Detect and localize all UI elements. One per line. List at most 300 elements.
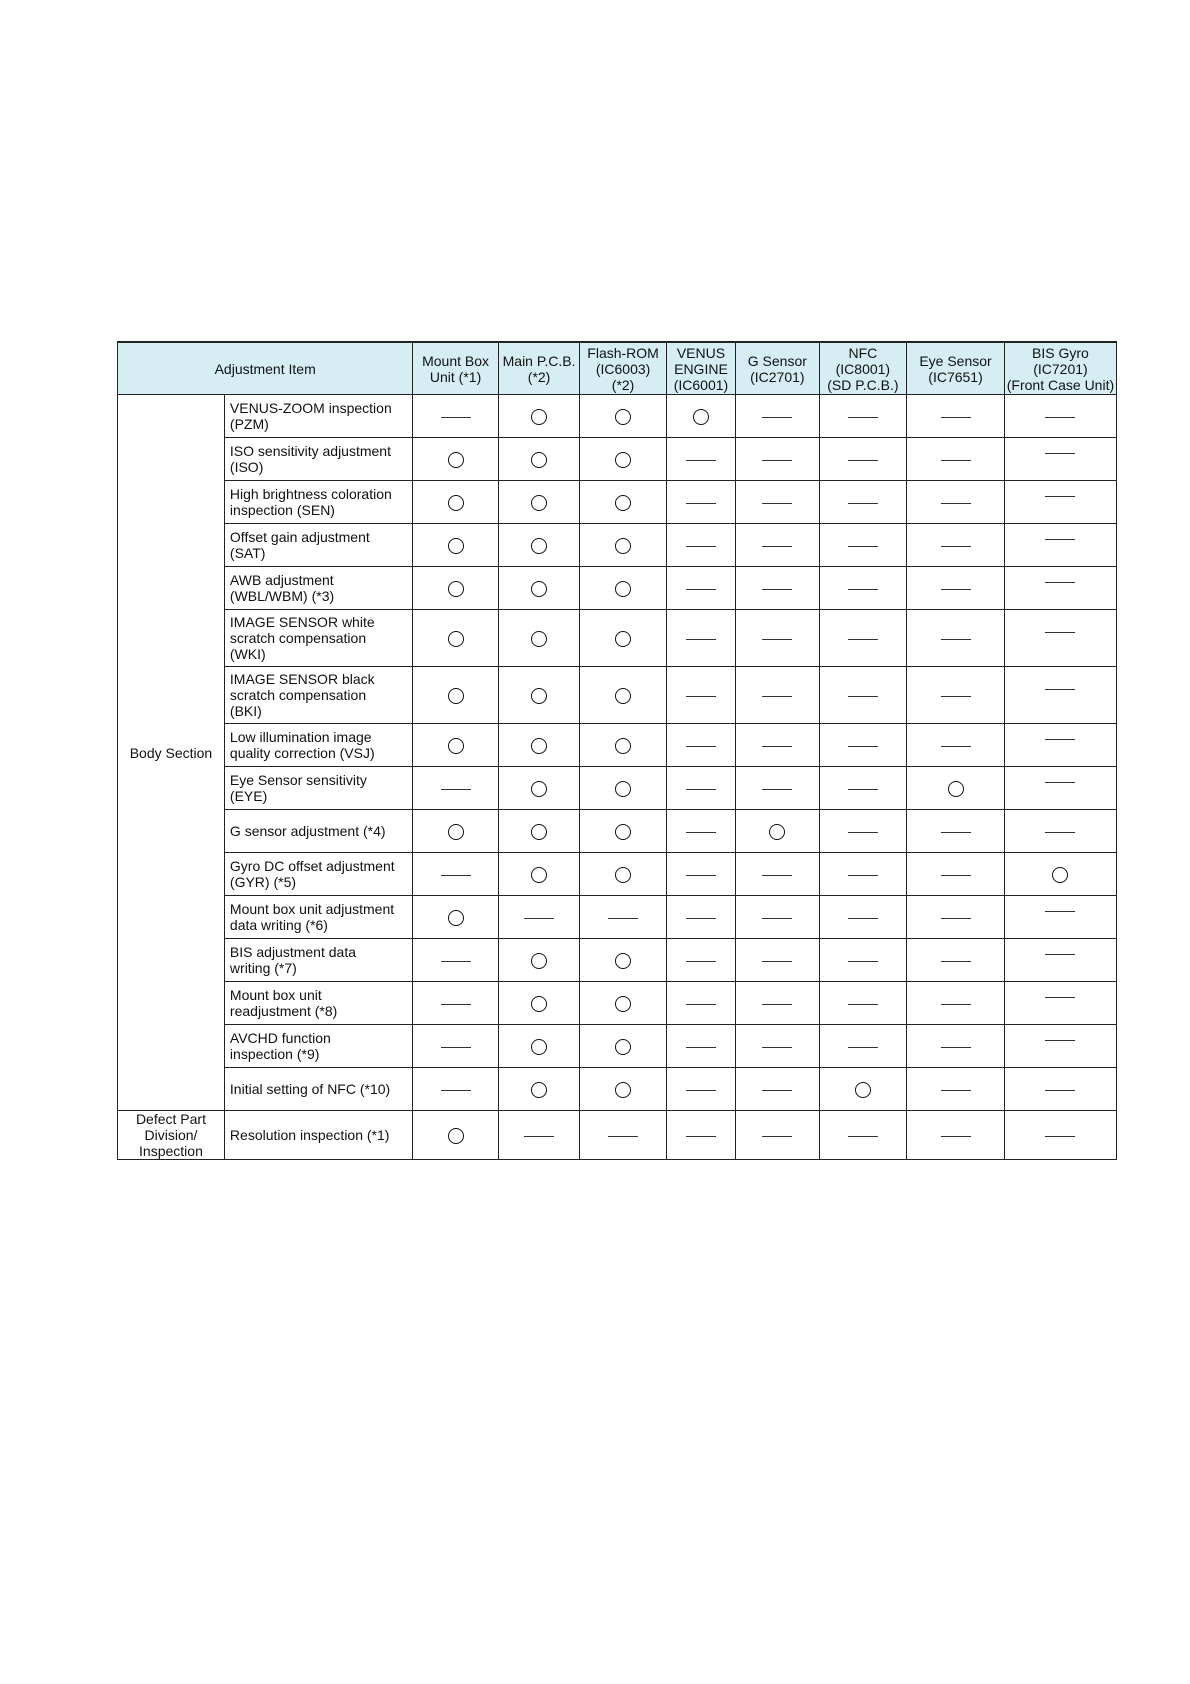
dash-mark-icon: [1045, 832, 1075, 833]
dash-mark-icon: [441, 1047, 471, 1048]
applicable-cell: [498, 724, 579, 767]
dash-mark-icon: [762, 746, 792, 747]
dash-mark-icon: [848, 875, 878, 876]
adjustment-item-cell: [224, 767, 412, 810]
not-applicable-cell: [666, 438, 735, 481]
text-line: BIS adjustment data: [229, 944, 356, 960]
applicable-cell: [580, 438, 667, 481]
not-applicable-cell: [736, 896, 820, 939]
text-line: (*2): [527, 368, 551, 385]
not-applicable-cell: [819, 610, 907, 667]
applicable-cell: [413, 481, 499, 524]
dash-mark-icon: [941, 503, 971, 504]
not-applicable-cell: [819, 667, 907, 724]
not-applicable-cell: [666, 610, 735, 667]
dash-mark-icon: [1045, 496, 1075, 497]
adjustment-item-cell: [224, 724, 412, 767]
text-line: ISO sensitivity adjustment: [229, 443, 391, 459]
applicable-cell: [413, 1111, 499, 1160]
applicable-cell: [498, 567, 579, 610]
circle-mark-icon: [769, 824, 785, 840]
not-applicable-cell: [736, 853, 820, 896]
circle-mark-icon: [531, 688, 547, 704]
applicable-cell: [580, 1025, 667, 1068]
applicable-cell: [666, 395, 735, 438]
not-applicable-cell: [1004, 667, 1116, 724]
applicable-cell: [498, 982, 579, 1025]
not-applicable-cell: [1004, 610, 1116, 667]
text-line: Low illumination image: [229, 729, 372, 745]
dash-mark-icon: [686, 1047, 716, 1048]
applicable-cell: [1004, 853, 1116, 896]
not-applicable-cell: [1004, 982, 1116, 1025]
applicable-cell: [498, 767, 579, 810]
dash-mark-icon: [848, 961, 878, 962]
text-line: scratch compensation: [229, 630, 367, 646]
not-applicable-cell: [907, 810, 1005, 853]
circle-mark-icon: [531, 1082, 547, 1098]
text-line: AWB adjustment: [229, 572, 334, 588]
text-line: VENUS: [676, 344, 726, 361]
dash-mark-icon: [686, 460, 716, 461]
applicable-cell: [413, 724, 499, 767]
table-row: [118, 939, 1117, 982]
circle-mark-icon: [615, 1039, 631, 1055]
text-line: Flash-ROM: [587, 344, 659, 361]
circle-mark-icon: [1052, 867, 1068, 883]
not-applicable-cell: [666, 1025, 735, 1068]
not-applicable-cell: [907, 395, 1005, 438]
text-line: Defect Part: [135, 1111, 206, 1127]
not-applicable-cell: [413, 767, 499, 810]
not-applicable-cell: [1004, 767, 1116, 810]
dash-mark-icon: [762, 875, 792, 876]
text-line: data writing (*6): [229, 917, 328, 933]
dash-mark-icon: [848, 1136, 878, 1137]
text-line: (*2): [611, 376, 635, 393]
applicable-cell: [498, 810, 579, 853]
circle-mark-icon: [531, 409, 547, 425]
dash-mark-icon: [941, 417, 971, 418]
text-line: inspection (*9): [229, 1046, 320, 1062]
text-line: Mount box unit: [229, 987, 322, 1003]
applicable-cell: [819, 1068, 907, 1111]
not-applicable-cell: [819, 896, 907, 939]
text-line: (IC7201): [1033, 360, 1088, 377]
not-applicable-cell: [907, 667, 1005, 724]
text-line: G Sensor: [747, 352, 807, 369]
not-applicable-cell: [819, 853, 907, 896]
text-line: (IC6001): [673, 376, 729, 393]
text-line: Body Section: [129, 744, 213, 761]
not-applicable-cell: [666, 481, 735, 524]
dash-mark-icon: [848, 639, 878, 640]
not-applicable-cell: [819, 395, 907, 438]
applicable-cell: [580, 395, 667, 438]
table-row: [118, 810, 1117, 853]
not-applicable-cell: [1004, 1025, 1116, 1068]
not-applicable-cell: [1004, 724, 1116, 767]
dash-mark-icon: [608, 918, 638, 919]
text-line: Mount box unit adjustment: [229, 901, 395, 917]
not-applicable-cell: [736, 438, 820, 481]
text-line: (SAT): [229, 545, 266, 561]
circle-mark-icon: [531, 538, 547, 554]
not-applicable-cell: [819, 810, 907, 853]
not-applicable-cell: [666, 567, 735, 610]
not-applicable-cell: [1004, 481, 1116, 524]
table-row: [118, 667, 1117, 724]
circle-mark-icon: [448, 631, 464, 647]
circle-mark-icon: [615, 409, 631, 425]
adjustment-item-cell: [224, 1025, 412, 1068]
not-applicable-cell: [736, 939, 820, 982]
dash-mark-icon: [1045, 997, 1075, 998]
not-applicable-cell: [666, 724, 735, 767]
not-applicable-cell: [907, 1111, 1005, 1160]
not-applicable-cell: [819, 767, 907, 810]
not-applicable-cell: [666, 1111, 735, 1160]
dash-mark-icon: [686, 1004, 716, 1005]
circle-mark-icon: [531, 781, 547, 797]
adjustment-item-cell: [224, 567, 412, 610]
dash-mark-icon: [1045, 1040, 1075, 1041]
dash-mark-icon: [441, 961, 471, 962]
section-label: [118, 1111, 225, 1160]
table-row: [118, 1111, 1117, 1160]
circle-mark-icon: [531, 581, 547, 597]
table-row: [118, 524, 1117, 567]
not-applicable-cell: [819, 1111, 907, 1160]
circle-mark-icon: [448, 688, 464, 704]
applicable-cell: [413, 896, 499, 939]
table-body: [118, 395, 1117, 1160]
text-line: IMAGE SENSOR black: [229, 671, 375, 687]
text-line: NFC: [848, 344, 878, 361]
adjustment-item-cell: [224, 939, 412, 982]
text-line: Inspection: [139, 1143, 203, 1159]
dash-mark-icon: [941, 546, 971, 547]
not-applicable-cell: [666, 939, 735, 982]
adjustment-item-cell: [224, 395, 412, 438]
text-line: (EYE): [229, 788, 268, 804]
table-row: [118, 610, 1117, 667]
dash-mark-icon: [1045, 417, 1075, 418]
not-applicable-cell: [1004, 1068, 1116, 1111]
circle-mark-icon: [448, 495, 464, 511]
table-row: [118, 1025, 1117, 1068]
dash-mark-icon: [1045, 453, 1075, 454]
applicable-cell: [907, 767, 1005, 810]
dash-mark-icon: [941, 961, 971, 962]
text-line: AVCHD function: [229, 1030, 331, 1046]
dash-mark-icon: [848, 789, 878, 790]
not-applicable-cell: [666, 767, 735, 810]
text-line: (ISO): [229, 459, 264, 475]
not-applicable-cell: [580, 896, 667, 939]
dash-mark-icon: [686, 639, 716, 640]
dash-mark-icon: [1045, 782, 1075, 783]
circle-mark-icon: [448, 738, 464, 754]
dash-mark-icon: [848, 696, 878, 697]
not-applicable-cell: [1004, 567, 1116, 610]
not-applicable-cell: [580, 1111, 667, 1160]
applicable-cell: [498, 853, 579, 896]
not-applicable-cell: [819, 1025, 907, 1068]
section-label: [118, 395, 225, 1111]
dash-mark-icon: [762, 503, 792, 504]
applicable-cell: [736, 810, 820, 853]
circle-mark-icon: [448, 538, 464, 554]
dash-mark-icon: [686, 1136, 716, 1137]
text-line: BIS Gyro: [1032, 344, 1089, 361]
circle-mark-icon: [615, 953, 631, 969]
dash-mark-icon: [686, 1090, 716, 1091]
adjustment-item-cell: [224, 524, 412, 567]
applicable-cell: [498, 438, 579, 481]
dash-mark-icon: [524, 1136, 554, 1137]
dash-mark-icon: [941, 918, 971, 919]
dash-mark-icon: [762, 1047, 792, 1048]
applicable-cell: [498, 1025, 579, 1068]
circle-mark-icon: [531, 495, 547, 511]
not-applicable-cell: [1004, 939, 1116, 982]
not-applicable-cell: [498, 896, 579, 939]
dash-mark-icon: [941, 832, 971, 833]
text-line: inspection (SEN): [229, 502, 335, 518]
not-applicable-cell: [736, 1025, 820, 1068]
circle-mark-icon: [615, 867, 631, 883]
adjustment-item-cell: [224, 982, 412, 1025]
applicable-cell: [580, 939, 667, 982]
circle-mark-icon: [448, 1128, 464, 1144]
applicable-cell: [413, 524, 499, 567]
not-applicable-cell: [736, 481, 820, 524]
dash-mark-icon: [608, 1136, 638, 1137]
text-line: High brightness coloration: [229, 486, 392, 502]
not-applicable-cell: [666, 982, 735, 1025]
text-line: Resolution inspection (*1): [229, 1127, 390, 1143]
circle-mark-icon: [615, 495, 631, 511]
header-row: [118, 342, 1117, 395]
applicable-cell: [498, 524, 579, 567]
mount-box-unit-header: [413, 342, 499, 395]
applicable-cell: [498, 481, 579, 524]
not-applicable-cell: [736, 667, 820, 724]
not-applicable-cell: [819, 724, 907, 767]
circle-mark-icon: [531, 1039, 547, 1055]
venus-engine-header: [666, 342, 735, 395]
circle-mark-icon: [615, 824, 631, 840]
dash-mark-icon: [762, 460, 792, 461]
dash-mark-icon: [941, 589, 971, 590]
text-line: (IC8001): [835, 360, 891, 377]
text-line: (WKI): [229, 646, 266, 662]
not-applicable-cell: [1004, 524, 1116, 567]
adjustment-item-cell: [224, 1068, 412, 1111]
dash-mark-icon: [762, 589, 792, 590]
text-line: (BKI): [229, 703, 262, 719]
circle-mark-icon: [531, 953, 547, 969]
adjustment-item-cell: [224, 438, 412, 481]
applicable-cell: [413, 667, 499, 724]
not-applicable-cell: [736, 524, 820, 567]
not-applicable-cell: [819, 982, 907, 1025]
not-applicable-cell: [819, 939, 907, 982]
dash-mark-icon: [1045, 1090, 1075, 1091]
text-line: (IC7651): [928, 368, 983, 385]
dash-mark-icon: [848, 832, 878, 833]
not-applicable-cell: [907, 481, 1005, 524]
adjustment-item-cell: [224, 896, 412, 939]
not-applicable-cell: [736, 767, 820, 810]
not-applicable-cell: [819, 567, 907, 610]
text-line: Division/: [144, 1127, 198, 1143]
table-row: [118, 1068, 1117, 1111]
dash-mark-icon: [1045, 739, 1075, 740]
not-applicable-cell: [666, 810, 735, 853]
dash-mark-icon: [848, 546, 878, 547]
text-line: (GYR) (*5): [229, 874, 297, 890]
not-applicable-cell: [666, 524, 735, 567]
text-line: (WBL/WBM) (*3): [229, 588, 335, 604]
not-applicable-cell: [907, 567, 1005, 610]
dash-mark-icon: [941, 875, 971, 876]
table-row: [118, 481, 1117, 524]
not-applicable-cell: [736, 567, 820, 610]
not-applicable-cell: [1004, 896, 1116, 939]
circle-mark-icon: [693, 409, 709, 425]
not-applicable-cell: [413, 939, 499, 982]
adjustment-item-cell: [224, 1111, 412, 1160]
table-row: [118, 567, 1117, 610]
dash-mark-icon: [762, 639, 792, 640]
text-line: scratch compensation: [229, 687, 367, 703]
not-applicable-cell: [666, 1068, 735, 1111]
circle-mark-icon: [448, 452, 464, 468]
text-line: Gyro DC offset adjustment: [229, 858, 395, 874]
adjustment-item-cell: [224, 667, 412, 724]
main-pcb-header: [498, 342, 579, 395]
text-line: VENUS-ZOOM inspection: [229, 400, 392, 416]
circle-mark-icon: [615, 581, 631, 597]
not-applicable-cell: [907, 610, 1005, 667]
dash-mark-icon: [686, 546, 716, 547]
text-line: quality correction (VSJ): [229, 745, 375, 761]
text-line: Offset gain adjustment: [229, 529, 370, 545]
circle-mark-icon: [448, 910, 464, 926]
table-row: [118, 438, 1117, 481]
dash-mark-icon: [848, 918, 878, 919]
dash-mark-icon: [686, 696, 716, 697]
applicable-cell: [498, 1068, 579, 1111]
adjustment-item-cell: [224, 853, 412, 896]
dash-mark-icon: [762, 1090, 792, 1091]
not-applicable-cell: [413, 1025, 499, 1068]
dash-mark-icon: [941, 1047, 971, 1048]
not-applicable-cell: [736, 610, 820, 667]
not-applicable-cell: [1004, 810, 1116, 853]
applicable-cell: [413, 610, 499, 667]
flash-rom-header: [580, 342, 667, 395]
applicable-cell: [580, 724, 667, 767]
dash-mark-icon: [441, 789, 471, 790]
circle-mark-icon: [448, 824, 464, 840]
dash-mark-icon: [686, 746, 716, 747]
text-line: writing (*7): [229, 960, 297, 976]
dash-mark-icon: [1045, 954, 1075, 955]
circle-mark-icon: [615, 631, 631, 647]
adjustment-table: [117, 341, 1117, 1160]
applicable-cell: [498, 395, 579, 438]
circle-mark-icon: [615, 1082, 631, 1098]
applicable-cell: [580, 610, 667, 667]
applicable-cell: [580, 853, 667, 896]
not-applicable-cell: [907, 853, 1005, 896]
text-line: Initial setting of NFC (*10): [229, 1081, 391, 1097]
circle-mark-icon: [615, 538, 631, 554]
not-applicable-cell: [819, 438, 907, 481]
text-line: Eye Sensor: [919, 352, 992, 369]
dash-mark-icon: [441, 1004, 471, 1005]
dash-mark-icon: [686, 875, 716, 876]
text-line: (IC6003): [595, 360, 651, 377]
dash-mark-icon: [686, 832, 716, 833]
g-sensor-header: [736, 342, 820, 395]
not-applicable-cell: [1004, 438, 1116, 481]
circle-mark-icon: [615, 781, 631, 797]
not-applicable-cell: [1004, 1111, 1116, 1160]
dash-mark-icon: [441, 417, 471, 418]
dash-mark-icon: [524, 918, 554, 919]
dash-mark-icon: [686, 503, 716, 504]
adjustment-item-header: Adjustment Item: [118, 342, 413, 395]
circle-mark-icon: [531, 738, 547, 754]
eye-sensor-header: [907, 342, 1005, 395]
text-line: Mount Box: [422, 352, 490, 369]
dash-mark-icon: [686, 789, 716, 790]
dash-mark-icon: [848, 460, 878, 461]
not-applicable-cell: [819, 524, 907, 567]
dash-mark-icon: [848, 746, 878, 747]
not-applicable-cell: [666, 896, 735, 939]
dash-mark-icon: [762, 789, 792, 790]
not-applicable-cell: [907, 524, 1005, 567]
not-applicable-cell: [907, 982, 1005, 1025]
applicable-cell: [580, 767, 667, 810]
table-row: [118, 724, 1117, 767]
dash-mark-icon: [762, 417, 792, 418]
circle-mark-icon: [948, 781, 964, 797]
applicable-cell: [413, 438, 499, 481]
applicable-cell: [580, 524, 667, 567]
text-line: (IC2701): [750, 368, 805, 385]
circle-mark-icon: [531, 452, 547, 468]
circle-mark-icon: [531, 824, 547, 840]
dash-mark-icon: [686, 589, 716, 590]
dash-mark-icon: [1045, 632, 1075, 633]
not-applicable-cell: [666, 667, 735, 724]
dash-mark-icon: [762, 1136, 792, 1137]
dash-mark-icon: [441, 1090, 471, 1091]
dash-mark-icon: [1045, 689, 1075, 690]
dash-mark-icon: [848, 417, 878, 418]
not-applicable-cell: [736, 1111, 820, 1160]
dash-mark-icon: [848, 589, 878, 590]
not-applicable-cell: [907, 724, 1005, 767]
applicable-cell: [580, 1068, 667, 1111]
not-applicable-cell: [907, 438, 1005, 481]
